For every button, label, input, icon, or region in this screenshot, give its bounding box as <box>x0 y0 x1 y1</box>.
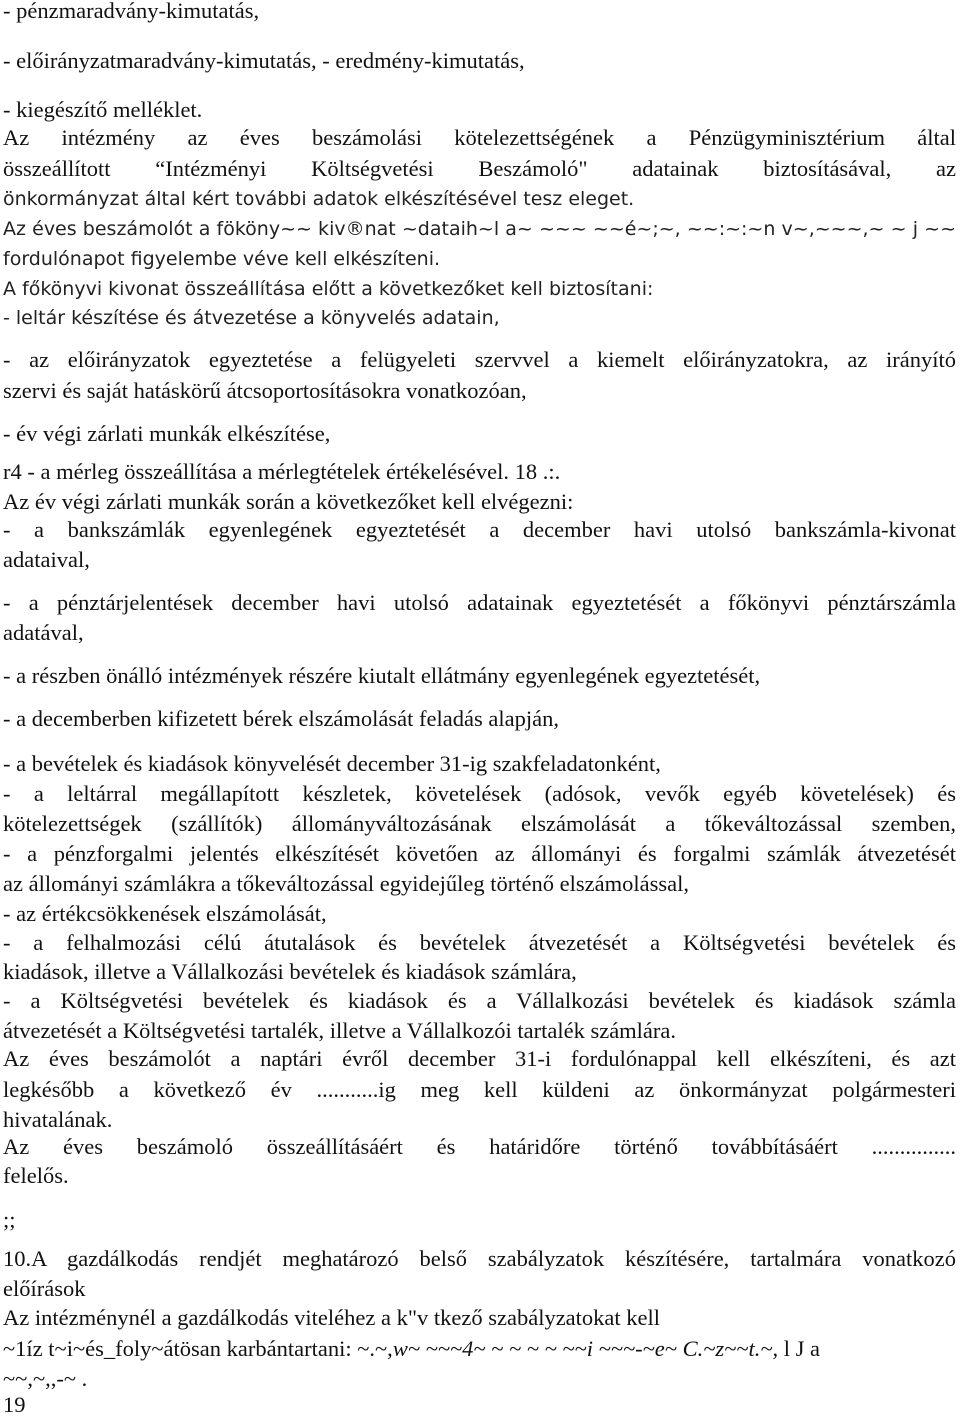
text-fragment: ~1íz t~i~és_foly~átösan karbántartani: ~.~, <box>3 1336 393 1361</box>
text-line: - a Költségvetési bevételek és kiadások és a Vállalkozási bevételek és kiadások számla <box>3 988 956 1013</box>
text-line: - pénzmaradvány-kimutatás, <box>3 0 260 23</box>
text-line: összeállított “Intézményi Költségvetési Beszámoló" adatainak biztosításával, az <box>3 156 956 181</box>
text-line: - a részben önálló intézmények részére kiutalt ellátmány egyenlegének egyeztetését, <box>3 663 761 688</box>
text-line: előírások <box>3 1276 86 1301</box>
text-line: az állományi számlákra a tőkeváltozással egyidejűleg történő elszámolással, <box>3 871 689 896</box>
text-line: szervi és saját hatáskörű átcsoportosításokra vonatkozóan, <box>3 378 527 403</box>
text-line: Az intézmény az éves beszámolási kötelezettségének a Pénzügyminisztérium által <box>3 125 956 150</box>
text-line: - leltár készítése és átvezetése a könyvelés adatain, <box>3 307 500 329</box>
text-line <box>3 1336 956 1362</box>
text-line: felelős. <box>3 1163 69 1188</box>
text-line: adatával, <box>3 620 84 645</box>
text-line: ;; <box>3 1207 16 1232</box>
text-line: kiadások, illetve a Vállalkozási bevételek és kiadások számlára, <box>3 959 577 984</box>
page-number: 19 <box>3 1392 26 1417</box>
text-line: r4 - a mérleg összeállítása a mérlegtételek értékelésével. 18 .:. <box>3 459 561 484</box>
text-line: - a decemberben kifizetett bérek elszámolását feladás alapján, <box>3 706 559 731</box>
text-line: Az éves beszámoló összeállításáért és határidőre történő továbbításáért ............... <box>3 1134 956 1159</box>
text-line: fordulónapot figyelembe véve kell elkészíteni. <box>3 248 441 270</box>
text-line: hivatalának. <box>3 1107 113 1132</box>
text-line: legkésőbb a következő év ...........ig meg kell küldeni az önkormányzat polgármesteri <box>3 1077 956 1102</box>
text-line: - a pénztárjelentések december havi utolsó adatainak egyeztetését a főkönyvi pénztárszámla <box>3 590 956 615</box>
text-line: önkormányzat által kért további adatok elkészítésével tesz eleget. <box>3 188 635 210</box>
text-line: Az éves beszámolót a naptári évről december 31-i fordulónappal kell elkészíteni, és azt <box>3 1046 956 1071</box>
text-line: - a bevételek és kiadások könyvelését december 31-ig szakfeladatonként, <box>3 751 661 776</box>
text-line: - év végi zárlati munkák elkészítése, <box>3 421 331 446</box>
text-line: - előirányzatmaradvány-kimutatás, - eredmény-kimutatás, <box>3 48 525 73</box>
text-line: - a leltárral megállapított készletek, követelések (adósok, vevők egyéb követelések) és <box>3 781 956 806</box>
text-line: ~~,~,,-~ . <box>3 1366 88 1391</box>
text-line: - a pénzforgalmi jelentés elkészítését követően az állományi és forgalmi számlák átvezetését <box>3 841 956 866</box>
text-line: Az intézménynél a gazdálkodás viteléhez a k"v tkező szabályzatokat kell <box>3 1305 661 1330</box>
text-line: átvezetését a Költségvetési tartalék, illetve a Vállalkozói tartalék számlára. <box>3 1018 677 1043</box>
text-line: adataival, <box>3 547 90 572</box>
text-line: - a bankszámlák egyenlegének egyeztetését a december havi utolsó bankszámla-kivonat <box>3 517 956 542</box>
text-line: - az előirányzatok egyeztetése a felügyeleti szervvel a kiemelt előirányzatokra, az irányító <box>3 347 956 372</box>
text-line: - a felhalmozási célú átutalások és bevételek átvezetését a Költségvetési bevételek és <box>3 930 956 955</box>
text-line: - kiegészítő melléklet. <box>3 97 203 122</box>
text-line: kötelezettségek (szállítók) állományváltozásának elszámolását a tőkeváltozással szemben, <box>3 811 956 836</box>
text-line: - az értékcsökkenések elszámolását, <box>3 901 327 926</box>
text-line: 10.A gazdálkodás rendjét meghatározó belső szabályzatok készítésére, tartalmára vonatkozó <box>3 1246 956 1271</box>
text-fragment-italic: w~ ~~~4~ ~ ~ ~ ~ ~~i ~~~-~e~ C.~z~~t.~, <box>392 1336 779 1361</box>
text-fragment: l J a <box>778 1336 821 1361</box>
text-line: Az év végi zárlati munkák során a következőket kell elvégezni: <box>3 489 574 514</box>
text-line: Az éves beszámolót a fököny~~ kiv®nat ~dataih~l a~ ~~~ ~~é~;~, ~~:~:~n v~,~~~,~ ~ j ~~ <box>3 218 956 240</box>
text-line: A főkönyvi kivonat összeállítása előtt a következőket kell biztosítani: <box>3 278 654 300</box>
